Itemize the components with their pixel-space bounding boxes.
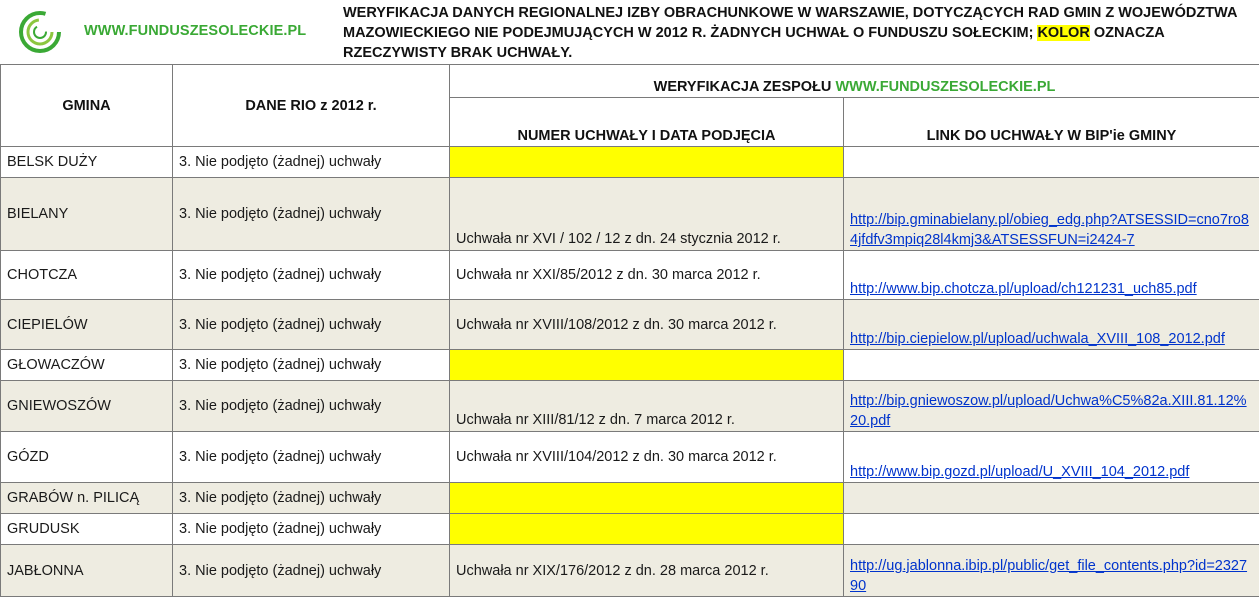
rio-cell: 3. Nie podjęto (żadnej) uchwały [173, 251, 450, 300]
rio-cell: 3. Nie podjęto (żadnej) uchwały [173, 300, 450, 350]
table-row [1, 483, 1259, 514]
title-highlight: KOLOR [1037, 25, 1090, 41]
col-header-uchwala: NUMER UCHWAŁY I DATA PODJĘCIA [450, 98, 844, 147]
table-row [1, 300, 1259, 350]
gmina-cell: GRUDUSK [1, 514, 173, 545]
gmina-cell: CHOTCZA [1, 251, 173, 300]
link-cell [844, 381, 1259, 432]
link-cell [844, 545, 1259, 597]
gmina-cell: GŁOWACZÓW [1, 350, 173, 381]
bip-link[interactable]: http://bip.ciepielow.pl/upload/uchwala_XVIII_108_2012.pdf [850, 331, 1225, 347]
rio-cell: 3. Nie podjęto (żadnej) uchwały [173, 514, 450, 545]
site-name: WWW.FUNDUSZESOLECKIE.PL [84, 23, 307, 39]
bip-link[interactable]: http://bip.gniewoszow.pl/upload/Uchwa%C5%82a.XIII.81.12%20.pdf [850, 393, 1247, 429]
uchwala-cell-missing [450, 514, 844, 545]
verification-site: WWW.FUNDUSZESOLECKIE.PL [835, 79, 1056, 95]
uchwala-cell-missing [450, 147, 844, 178]
gmina-cell: GRABÓW n. PILICĄ [1, 483, 173, 514]
bip-link[interactable]: http://ug.jablonna.ibip.pl/public/get_file_contents.php?id=232790 [850, 558, 1248, 594]
link-cell [844, 178, 1259, 251]
gmina-cell: GÓZD [1, 432, 173, 483]
title-text: WERYFIKACJA DANYCH REGIONALNEJ IZBY OBRACHUNKOWE W WARSZAWIE, DOTYCZĄCYCH RAD GMIN Z WOJEWÓDZTWA MAZOWIECKIEGO NIE PODEJMUJĄCYCH W 2012 R. ŻADNYCH UCHWAŁ O FUNDUSZU SOŁECKIM; [343, 5, 1237, 41]
link-cell [844, 432, 1259, 483]
table-row [1, 178, 1259, 251]
rio-cell: 3. Nie podjęto (żadnej) uchwały [173, 432, 450, 483]
rio-cell: 3. Nie podjęto (żadnej) uchwały [173, 350, 450, 381]
fundusze-logo-icon [16, 10, 64, 54]
uchwala-cell-missing [450, 483, 844, 514]
gmina-cell: JABŁONNA [1, 545, 173, 597]
col-header-gmina: GMINA [1, 65, 173, 147]
bip-link[interactable]: http://www.bip.gozd.pl/upload/U_XVIII_104_2012.pdf [850, 464, 1190, 480]
link-cell [844, 147, 1259, 178]
table-row [1, 514, 1259, 545]
gmina-cell: CIEPIELÓW [1, 300, 173, 350]
table-row [1, 381, 1259, 432]
uchwala-cell: Uchwała nr XVI / 102 / 12 z dn. 24 stycznia 2012 r. [450, 178, 844, 251]
uchwala-cell: Uchwała nr XVIII/108/2012 z dn. 30 marca 2012 r. [450, 300, 844, 350]
rio-cell: 3. Nie podjęto (żadnej) uchwały [173, 147, 450, 178]
verification-label: WERYFIKACJA ZESPOŁU [653, 79, 832, 95]
gmina-cell: BIELANY [1, 178, 173, 251]
col-header-rio: DANE RIO z 2012 r. [173, 65, 450, 147]
uchwala-cell: Uchwała nr XIII/81/12 z dn. 7 marca 2012 r. [450, 381, 844, 432]
page-title [343, 3, 1248, 63]
uchwala-cell-missing [450, 350, 844, 381]
rio-cell: 3. Nie podjęto (żadnej) uchwały [173, 545, 450, 597]
gmina-cell: BELSK DUŻY [1, 147, 173, 178]
table-row [1, 251, 1259, 300]
table-row [1, 350, 1259, 381]
gmina-cell: GNIEWOSZÓW [1, 381, 173, 432]
rio-cell: 3. Nie podjęto (żadnej) uchwały [173, 381, 450, 432]
col-header-verification [450, 65, 1259, 98]
title-text-end: OZNACZA RZECZYWISTY BRAK UCHWAŁY. [343, 25, 1165, 61]
results-table [0, 64, 1259, 597]
table-row [1, 545, 1259, 597]
col-header-link: LINK DO UCHWAŁY W BIP'ie GMINY [844, 98, 1259, 147]
header-bar [0, 0, 1259, 65]
link-cell [844, 251, 1259, 300]
bip-link[interactable]: http://bip.gminabielany.pl/obieg_edg.php?ATSESSID=cno7ro84jfdfv3mpiq28l4kmj3&ATSESSFUN=i2424-7 [850, 212, 1249, 248]
rio-cell: 3. Nie podjęto (żadnej) uchwały [173, 178, 450, 251]
uchwala-cell: Uchwała nr XVIII/104/2012 z dn. 30 marca 2012 r. [450, 432, 844, 483]
bip-link[interactable]: http://www.bip.chotcza.pl/upload/ch121231_uch85.pdf [850, 281, 1197, 297]
link-cell [844, 300, 1259, 350]
table-row [1, 432, 1259, 483]
rio-cell: 3. Nie podjęto (żadnej) uchwały [173, 483, 450, 514]
uchwala-cell: Uchwała nr XIX/176/2012 z dn. 28 marca 2012 r. [450, 545, 844, 597]
table-row [1, 147, 1259, 178]
link-cell [844, 514, 1259, 545]
uchwala-cell: Uchwała nr XXI/85/2012 z dn. 30 marca 2012 r. [450, 251, 844, 300]
link-cell [844, 483, 1259, 514]
link-cell [844, 350, 1259, 381]
